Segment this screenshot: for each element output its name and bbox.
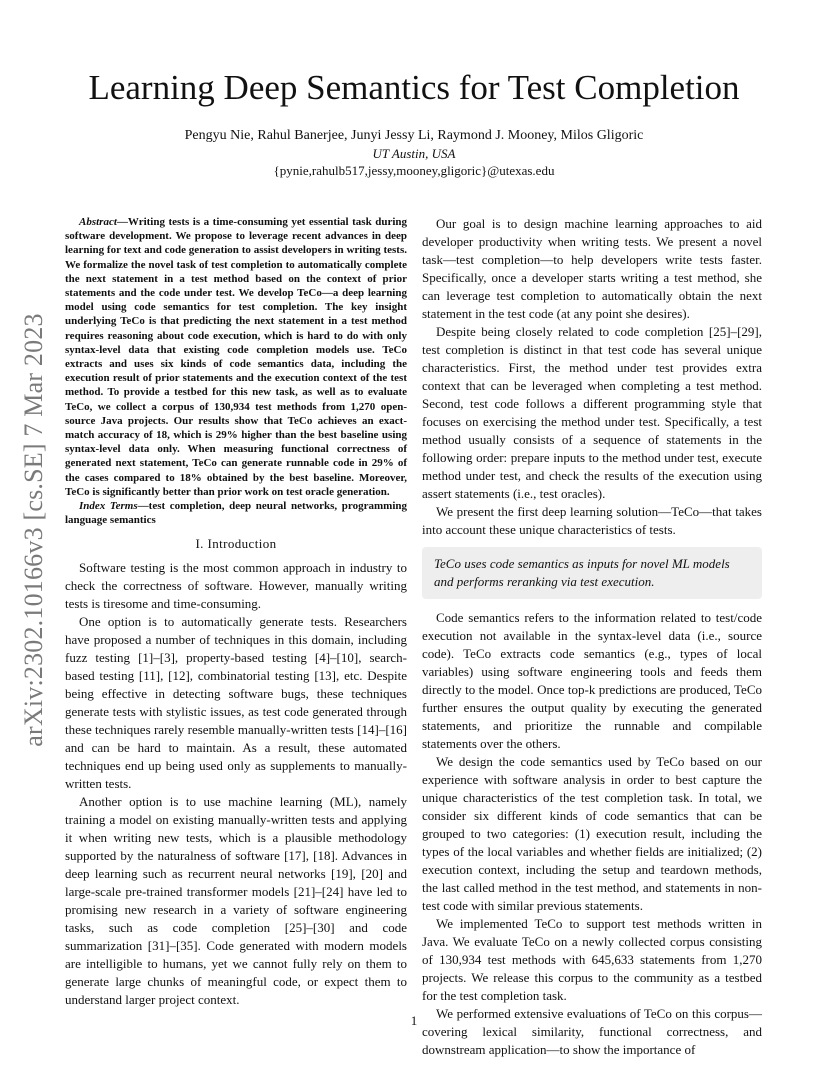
right-paragraph-4: Code semantics refers to the information related to test/code execution not available in the syntax-level data (i.e., source code). TeCo extracts code semantics (e.g., types of local variables) using software engineering tools and feeds them directly to the model. Once top-k predictions are produced, TeCo further ensures the output quality by executing the generated statements, and prioritize the runnable and compilable statements over the others. <box>422 610 762 751</box>
abstract-paragraph <box>65 215 407 499</box>
intro-paragraph-3: Another option is to use machine learning (ML), namely training a model on existing manually-written tests and applying it when writing new tests, which is a plausible methodology supported by the naturalness of software [17], [18]. Advances in deep learning such as recurrent neural networks [19], [20] and large-scale pre-trained transformer models [21]–[24] have led to promising new research in a variety of software engineering tasks, such as code completion [25]–[30] and code summarization [31]–[35]. Code generated with modern models are intelligible to humans, yet we cannot fully rely on them to generate large chunks of meaningful code, or expect them to understand larger project context. <box>65 794 407 1008</box>
index-terms-paragraph <box>65 499 407 527</box>
intro-paragraph-2: One option is to automatically generate tests. Researchers have proposed a number of techniques in this domain, including fuzz testing [1]–[3], property-based testing [4]–[10], search-based testing [11], [12], combinatorial testing [13], etc. Despite being effective in detecting software bugs, these techniques generate tests with stylistic issues, as test code generated through these techniques rarely resemble manually-written tests [14]–[16] and can be hard to maintain. As a result, these automated techniques end up being used only as supplements to manually-written tests. <box>65 614 407 792</box>
page-number: 1 <box>410 1013 418 1028</box>
arxiv-sidebar <box>14 290 54 770</box>
abstract-text: —Writing tests is a time-consuming yet essential task during software development. We propose to leverage recent advances in deep learning for text and code generation to assist developers in writing tests. We formalize the novel task of test completion to automatically complete the next statement in a test method based on the context of prior statements and the code under test. We develop TeCo—a deep learning model using code semantics for test completion. The key insight underlying TeCo is that predicting the next statement in a test method requires reasoning about code execution, which is hard to do with only syntax-level data that existing code completion models use. TeCo extracts and uses six kinds of code semantics data, including the execution result of prior statements and the execution context of the test method. To provide a testbed for this new task, as well as to evaluate TeCo, we collect a corpus of 130,934 test methods from 1,270 open-source Java projects. Our results show that TeCo achieves an exact-match accuracy of 18, which is 29% higher than the best baseline using syntax-level data only. When measuring functional correctness of generated next statement, TeCo can generate runnable code in 29% of the cases compared to 18% obtained by the best baseline. Moreover, TeCo is significantly better than prior work on test oracle generation. <box>65 216 407 498</box>
paper-authors: Pengyu Nie, Rahul Banerjee, Junyi Jessy Li, Raymond J. Mooney, Milos Gligoric <box>184 128 644 143</box>
paper-affiliation: UT Austin, USA <box>372 146 456 161</box>
index-terms-label: Index Terms <box>79 500 138 513</box>
intro-paragraph-1: Software testing is the most common approach in industry to check the correctness of software. However, manually writing tests is tiresome and time-consuming. <box>65 560 407 612</box>
paper-title: Learning Deep Semantics for Test Completion <box>88 68 740 107</box>
left-column <box>65 215 407 1009</box>
index-terms-text: —test completion, deep neural networks, programming language semantics <box>65 500 407 527</box>
key-insight-callout: TeCo uses code semantics as inputs for novel ML models and performs reranking via test execution. <box>422 547 762 599</box>
right-paragraph-1: Our goal is to design machine learning approaches to aid developer productivity when writing tests. We present a novel task—test completion—to help developers write tests faster. Specifically, once a developer starts writing a test method, she can leverage test completion to automatically obtain the next statement in the test code (at any point she desires). <box>422 216 762 321</box>
abstract-label: Abstract <box>79 216 117 228</box>
right-paragraph-6: We implemented TeCo to support test methods written in Java. We evaluate TeCo on a newly collected corpus consisting of 130,934 test methods with 645,633 statements from 1,270 projects. We release this corpus to the community as a testbed for the test completion task. <box>422 916 762 1003</box>
right-paragraph-7: We performed extensive evaluations of TeCo on this corpus—covering lexical similarity, functional correctness, and downstream application—to show the importance of <box>422 1006 762 1057</box>
paper-email: {pynie,rahulb517,jessy,mooney,gligoric}@utexas.edu <box>273 163 555 178</box>
right-paragraph-3: We present the first deep learning solution—TeCo—that takes into account these unique characteristics of tests. <box>422 504 762 537</box>
right-paragraph-5: We design the code semantics used by TeCo based on our experience with software analysis in order to best capture the unique characteristics of the test completion task. In total, we consider six different kinds of code semantics that can be grouped to two categories: (1) execution result, including the types of the local variables and whether fields are initialized; (2) execution context, including the setup and teardown methods, the last called method in the test method, and statements in non-test code with similar previous statements. <box>422 754 762 913</box>
right-paragraph-2: Despite being closely related to code completion [25]–[29], test completion is distinct in that test code has several unique characteristics. First, the method under test provides extra context that can be leveraged when completing a test method. Second, test code follows a different programming style that focuses on exercising the method under test. Specifically, a test method usually consists of a sequence of statements in the following order: prepare inputs to the method under test, execute method under test, and check the results of the execution using assert statements (i.e., test oracles). <box>422 324 762 501</box>
section-heading-introduction: I. Introduction <box>195 536 277 552</box>
abstract <box>65 215 407 527</box>
arxiv-identifier: arXiv:2302.10166v3 [cs.SE] 7 Mar 2023 <box>19 313 48 747</box>
right-column <box>422 215 762 1059</box>
